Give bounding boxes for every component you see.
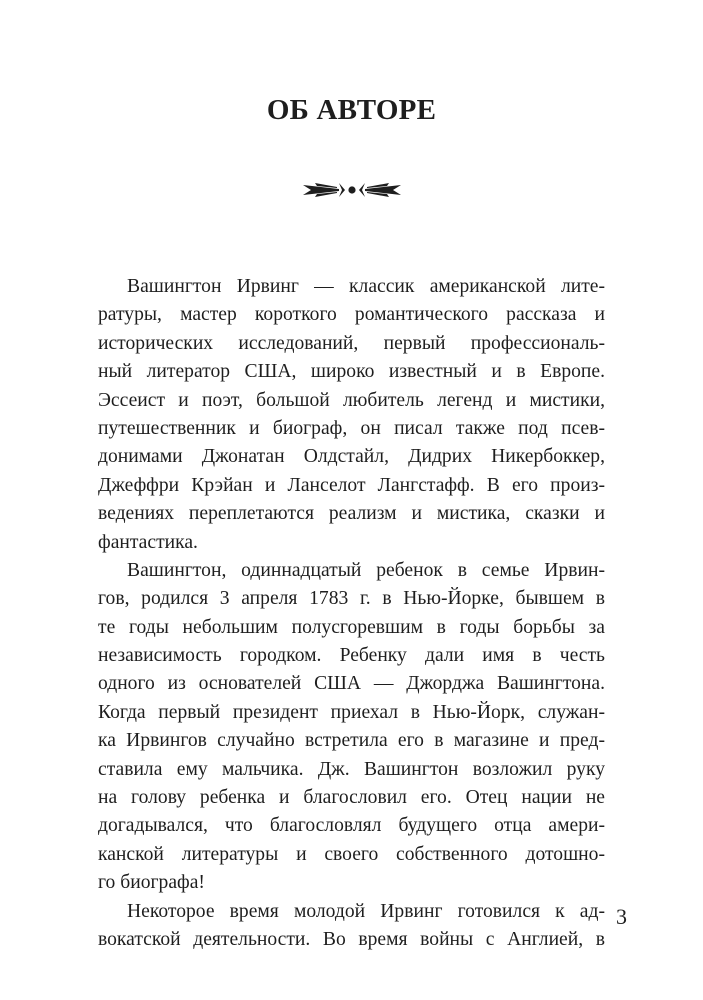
text-line: ратуры, мастер короткого романтического рассказа и: [98, 304, 605, 326]
text-line: путешественник и биограф, он писал также под псев-: [98, 417, 605, 439]
text-line: Джеффри Крэйан и Ланселот Лангстафф. В его произ-: [98, 474, 605, 496]
text-line: догадывался, что благословлял будущего отца амери-: [98, 815, 605, 837]
text-line: Эссеист и поэт, большой любитель легенд и мистики,: [98, 389, 605, 411]
text-line: независимость городком. Ребенку дали имя в честь: [98, 645, 605, 667]
page-number: 3: [616, 904, 627, 929]
text-line: гов, родился 3 апреля 1783 г. в Нью-Йорке, бывшем в: [98, 588, 605, 610]
text-line: канской литературы и своего собственного дотошно-: [98, 843, 605, 865]
text-line: Некоторое время молодой Ирвинг готовился к ад-: [127, 900, 605, 922]
text-line: ка Ирвингов случайно встретила его в магазине и пред-: [98, 730, 605, 752]
text-line: вокатской деятельности. Во время войны с Англией, в: [98, 928, 605, 950]
text-line: донимами Джонатан Олдстайл, Дидрих Никербоккер,: [98, 446, 605, 468]
body-text: [98, 273, 605, 954]
paragraph: [98, 898, 605, 955]
text-line: одного из основателей США — Джорджа Вашингтона.: [98, 673, 605, 695]
page-title: ОБ АВТОРЕ: [266, 94, 437, 126]
text-line: фантастика.: [98, 531, 198, 553]
text-line: Вашингтон, одиннадцатый ребенок в семье Ирвин-: [127, 559, 605, 581]
text-line: Вашингтон Ирвинг — классик американской лите-: [127, 276, 605, 297]
decorative-fleuron-divider-icon: [301, 177, 403, 203]
text-line: ставила ему мальчика. Дж. Вашингтон возложил руку: [98, 758, 605, 780]
text-line: те годы небольшим полусгоревшим в годы борьбы за: [98, 616, 605, 638]
text-line: ведениях переплетаются реализм и мистика, сказки и: [98, 503, 605, 525]
text-line: исторических исследований, первый профессиональ-: [98, 332, 605, 354]
text-line: ный литератор США, широко известный и в Европе.: [98, 361, 605, 383]
text-line: на голову ребенка и благословил его. Отец нации не: [98, 787, 605, 809]
text-line: го биографа!: [98, 872, 205, 894]
paragraph: [98, 557, 605, 898]
text-line: Когда первый президент приехал в Нью-Йорк, служан-: [98, 701, 605, 723]
paragraph: [98, 273, 605, 557]
